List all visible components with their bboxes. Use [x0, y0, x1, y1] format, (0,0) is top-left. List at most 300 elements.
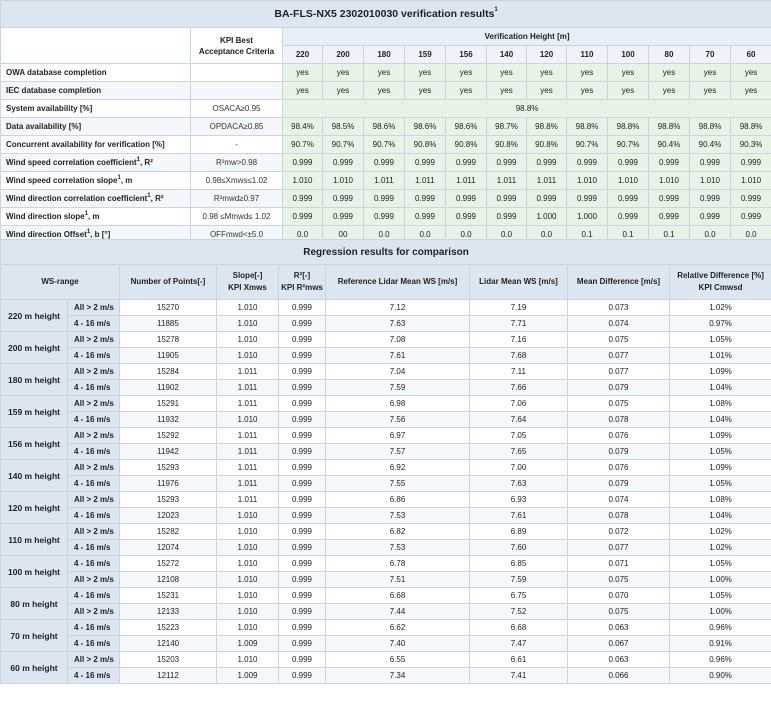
- ref-mean-cell: 7.08: [326, 332, 470, 348]
- slope-cell: 1.010: [217, 300, 279, 316]
- mean-diff-cell: 0.073: [568, 300, 670, 316]
- ref-mean-cell: 6.78: [326, 556, 470, 572]
- lidar-mean-cell: 6.93: [470, 492, 568, 508]
- row-value: 98.8%: [527, 118, 567, 136]
- r2-cell: 0.999: [279, 636, 326, 652]
- row-value: 0.999: [567, 154, 608, 172]
- height-header-cell: 220: [283, 46, 323, 64]
- verification-results-table: [0, 0, 771, 244]
- points-header: Number of Points[-]: [120, 265, 217, 300]
- mean-diff-cell: 0.067: [568, 636, 670, 652]
- r2-cell: 0.999: [279, 556, 326, 572]
- kpi-row: [1, 154, 771, 172]
- ref-mean-cell: 6.97: [326, 428, 470, 444]
- row-value: 0.999: [690, 154, 731, 172]
- height-group-label: 200 m height: [1, 332, 68, 364]
- points-cell: 15282: [120, 524, 217, 540]
- ref-mean-cell: 7.51: [326, 572, 470, 588]
- row-value: 1.010: [690, 172, 731, 190]
- row-label: Wind direction correlation coefficient$^1$, R²: [1, 190, 191, 208]
- row-value: 90.7%: [323, 136, 364, 154]
- row-kpi: 0.98≤Xmws≤1.02: [191, 172, 283, 190]
- row-value: yes: [487, 82, 527, 100]
- mean-diff-cell: 0.079: [568, 476, 670, 492]
- ws-range-cell: 4 - 16 m/s: [68, 316, 120, 332]
- ws-range-cell: 4 - 16 m/s: [68, 540, 120, 556]
- row-value: 0.999: [608, 154, 649, 172]
- ref-mean-cell: 7.59: [326, 380, 470, 396]
- regression-row: [1, 300, 771, 316]
- rel-diff-cell: 0.96%: [670, 620, 771, 636]
- row-value: 0.0: [527, 226, 567, 244]
- row-value: 90.4%: [690, 136, 731, 154]
- height-group-label: 70 m height: [1, 620, 68, 652]
- rel-diff-cell: 1.09%: [670, 460, 771, 476]
- regression-row: [1, 524, 771, 540]
- row-value: 0.0: [731, 226, 771, 244]
- ws-range-cell: 4 - 16 m/s: [68, 668, 120, 684]
- mean-diff-cell: 0.075: [568, 572, 670, 588]
- row-kpi: OPDACA≥0.85: [191, 118, 283, 136]
- row-kpi: OFFmwd<±5.0: [191, 226, 283, 244]
- rel-diff-cell: 1.08%: [670, 396, 771, 412]
- ws-range-cell: All > 2 m/s: [68, 492, 120, 508]
- row-value: 0.999: [446, 154, 487, 172]
- ref-mean-cell: 6.55: [326, 652, 470, 668]
- r2-cell: 0.999: [279, 524, 326, 540]
- r2-cell: 0.999: [279, 668, 326, 684]
- row-value: yes: [731, 82, 771, 100]
- row-value: 0.999: [527, 190, 567, 208]
- mean-diff-cell: 0.078: [568, 508, 670, 524]
- row-value: 0.999: [364, 208, 405, 226]
- slope-cell: 1.011: [217, 476, 279, 492]
- regression-row: [1, 460, 771, 476]
- row-value: 1.010: [323, 172, 364, 190]
- kpi-header: KPI Best Acceptance Criteria: [191, 28, 283, 64]
- rel-diff-cell: 1.05%: [670, 332, 771, 348]
- lidar-mean-cell: 7.41: [470, 668, 568, 684]
- rel-diff-cell: 1.00%: [670, 572, 771, 588]
- ws-range-cell: 4 - 16 m/s: [68, 348, 120, 364]
- r2-cell: 0.999: [279, 412, 326, 428]
- ref-mean-cell: 7.61: [326, 348, 470, 364]
- ws-range-cell: All > 2 m/s: [68, 428, 120, 444]
- ws-range-cell: All > 2 m/s: [68, 396, 120, 412]
- r2-cell: 0.999: [279, 300, 326, 316]
- row-value: 1.010: [731, 172, 771, 190]
- ref-mean-cell: 6.86: [326, 492, 470, 508]
- height-group-label: 180 m height: [1, 364, 68, 396]
- row-value: 90.7%: [283, 136, 323, 154]
- row-value: 0.999: [323, 154, 364, 172]
- regression-row: [1, 332, 771, 348]
- verification-title: BA-FLS-NX5 2302010030 verification results$^1$: [1, 1, 771, 28]
- mean-diff-cell: 0.066: [568, 668, 670, 684]
- points-cell: 15223: [120, 620, 217, 636]
- row-label: Data availability [%]: [1, 118, 191, 136]
- points-cell: 11902: [120, 380, 217, 396]
- ws-range-cell: All > 2 m/s: [68, 524, 120, 540]
- ws-range-cell: All > 2 m/s: [68, 460, 120, 476]
- mean-diff-cell: 0.074: [568, 316, 670, 332]
- row-value: 1.000: [527, 208, 567, 226]
- row-value: 0.1: [608, 226, 649, 244]
- row-value: 1.010: [649, 172, 690, 190]
- points-cell: 11905: [120, 348, 217, 364]
- kpi-row: [1, 208, 771, 226]
- row-value: 0.999: [567, 190, 608, 208]
- points-cell: 12133: [120, 604, 217, 620]
- row-value: 0.999: [405, 208, 446, 226]
- points-cell: 15293: [120, 460, 217, 476]
- ws-range-cell: All > 2 m/s: [68, 364, 120, 380]
- lidar-mean-cell: 7.52: [470, 604, 568, 620]
- row-value: 1.000: [567, 208, 608, 226]
- height-group-label: 110 m height: [1, 524, 68, 556]
- lidar-mean-cell: 7.19: [470, 300, 568, 316]
- r2-cell: 0.999: [279, 428, 326, 444]
- ref-mean-cell: 7.12: [326, 300, 470, 316]
- row-value: 0.0: [405, 226, 446, 244]
- points-cell: 12108: [120, 572, 217, 588]
- regression-row: [1, 620, 771, 636]
- row-label: Concurrent availability for verification [%]: [1, 136, 191, 154]
- slope-cell: 1.010: [217, 412, 279, 428]
- ws-range-cell: 4 - 16 m/s: [68, 476, 120, 492]
- slope-cell: 1.009: [217, 668, 279, 684]
- ws-range-cell: All > 2 m/s: [68, 332, 120, 348]
- ref-mean-cell: 7.57: [326, 444, 470, 460]
- row-value: 0.999: [323, 190, 364, 208]
- row-value: yes: [608, 82, 649, 100]
- regression-row: [1, 588, 771, 604]
- row-value: 00: [323, 226, 364, 244]
- height-group-label: 159 m height: [1, 396, 68, 428]
- height-group-label: 100 m height: [1, 556, 68, 588]
- ws-range-cell: All > 2 m/s: [68, 652, 120, 668]
- row-kpi: [191, 82, 283, 100]
- ref-mean-cell: 7.40: [326, 636, 470, 652]
- regression-row: [1, 380, 771, 396]
- row-value: 0.999: [446, 208, 487, 226]
- row-label: Wind direction Offset$^1$, b [°]: [1, 226, 191, 244]
- row-value: 0.0: [487, 226, 527, 244]
- points-cell: 15278: [120, 332, 217, 348]
- height-header-cell: 180: [364, 46, 405, 64]
- rel-diff-cell: 1.02%: [670, 540, 771, 556]
- lidar-mean-cell: 7.60: [470, 540, 568, 556]
- row-value: yes: [567, 82, 608, 100]
- lidar-mean-cell: 7.11: [470, 364, 568, 380]
- points-cell: 11976: [120, 476, 217, 492]
- lidar-mean-cell: 7.64: [470, 412, 568, 428]
- ref-mean-header: Reference Lidar Mean WS [m/s]: [326, 265, 470, 300]
- mean-diff-cell: 0.077: [568, 364, 670, 380]
- ws-range-cell: 4 - 16 m/s: [68, 412, 120, 428]
- slope-cell: 1.010: [217, 524, 279, 540]
- r2-cell: 0.999: [279, 348, 326, 364]
- regression-row: [1, 604, 771, 620]
- row-value: 0.0: [690, 226, 731, 244]
- r2-cell: 0.999: [279, 380, 326, 396]
- r2-cell: 0.999: [279, 460, 326, 476]
- ref-mean-cell: 7.53: [326, 540, 470, 556]
- row-value: yes: [405, 64, 446, 82]
- ws-range-cell: 4 - 16 m/s: [68, 588, 120, 604]
- row-label: Wind direction slope$^1$, m: [1, 208, 191, 226]
- row-value: yes: [283, 64, 323, 82]
- r2-cell: 0.999: [279, 444, 326, 460]
- rel-diff-cell: 1.02%: [670, 300, 771, 316]
- row-value: 98.8%: [731, 118, 771, 136]
- row-value: 0.999: [731, 154, 771, 172]
- row-value: 0.999: [405, 190, 446, 208]
- height-header-cell: 80: [649, 46, 690, 64]
- row-value: yes: [649, 82, 690, 100]
- lidar-mean-cell: 6.75: [470, 588, 568, 604]
- rel-diff-cell: 0.91%: [670, 636, 771, 652]
- kpi-row: [1, 190, 771, 208]
- row-value: 98.6%: [405, 118, 446, 136]
- rel-diff-cell: 1.00%: [670, 604, 771, 620]
- points-cell: 15270: [120, 300, 217, 316]
- rel-diff-cell: 1.05%: [670, 476, 771, 492]
- points-cell: 12023: [120, 508, 217, 524]
- lidar-mean-cell: 7.65: [470, 444, 568, 460]
- row-value: 0.999: [690, 190, 731, 208]
- kpi-row: [1, 100, 771, 118]
- height-header-cell: 200: [323, 46, 364, 64]
- regression-row: [1, 316, 771, 332]
- regression-row: [1, 444, 771, 460]
- row-value: 0.1: [567, 226, 608, 244]
- kpi-row: [1, 136, 771, 154]
- ws-range-cell: 4 - 16 m/s: [68, 444, 120, 460]
- row-value: yes: [527, 64, 567, 82]
- row-value: yes: [446, 64, 487, 82]
- mean-diff-cell: 0.075: [568, 396, 670, 412]
- lidar-mean-cell: 7.06: [470, 396, 568, 412]
- row-value: 0.999: [283, 154, 323, 172]
- points-cell: 15272: [120, 556, 217, 572]
- regression-row: [1, 652, 771, 668]
- row-value: 0.0: [283, 226, 323, 244]
- r2-cell: 0.999: [279, 316, 326, 332]
- ws-range-cell: All > 2 m/s: [68, 300, 120, 316]
- row-value: 0.0: [446, 226, 487, 244]
- slope-cell: 1.009: [217, 636, 279, 652]
- row-value: yes: [567, 64, 608, 82]
- header-blank: [1, 28, 191, 64]
- slope-cell: 1.010: [217, 348, 279, 364]
- lidar-mean-cell: 7.63: [470, 476, 568, 492]
- r2-cell: 0.999: [279, 652, 326, 668]
- points-cell: 12074: [120, 540, 217, 556]
- row-value: yes: [323, 82, 364, 100]
- ws-range-cell: All > 2 m/s: [68, 604, 120, 620]
- rel-diff-cell: 1.05%: [670, 588, 771, 604]
- row-value: 98.8%: [649, 118, 690, 136]
- row-value: 0.1: [649, 226, 690, 244]
- kpi-row: [1, 64, 771, 82]
- points-cell: 15293: [120, 492, 217, 508]
- points-cell: 15284: [120, 364, 217, 380]
- row-value: 1.011: [364, 172, 405, 190]
- regression-row: [1, 540, 771, 556]
- row-kpi: R²mwd≥0.97: [191, 190, 283, 208]
- row-value: 1.011: [527, 172, 567, 190]
- r2-cell: 0.999: [279, 364, 326, 380]
- mean-diff-cell: 0.079: [568, 444, 670, 460]
- row-value: 0.999: [731, 208, 771, 226]
- lidar-mean-cell: 7.00: [470, 460, 568, 476]
- row-value: 98.8%: [690, 118, 731, 136]
- slope-cell: 1.011: [217, 396, 279, 412]
- r2-header: R²[-] KPI R²mws: [279, 265, 326, 300]
- slope-cell: 1.010: [217, 620, 279, 636]
- lidar-mean-cell: 7.61: [470, 508, 568, 524]
- regression-row: [1, 636, 771, 652]
- row-value: yes: [527, 82, 567, 100]
- mean-diff-cell: 0.077: [568, 348, 670, 364]
- row-value: 0.999: [323, 208, 364, 226]
- row-value: 98.8%: [608, 118, 649, 136]
- slope-cell: 1.011: [217, 364, 279, 380]
- ref-mean-cell: 6.62: [326, 620, 470, 636]
- mean-diff-cell: 0.075: [568, 604, 670, 620]
- rel-diff-cell: 1.04%: [670, 412, 771, 428]
- ref-mean-cell: 6.82: [326, 524, 470, 540]
- slope-cell: 1.011: [217, 428, 279, 444]
- row-value: yes: [405, 82, 446, 100]
- row-value: 0.0: [364, 226, 405, 244]
- height-group-label: 220 m height: [1, 300, 68, 332]
- row-value: yes: [690, 64, 731, 82]
- r2-cell: 0.999: [279, 540, 326, 556]
- height-group-label: 120 m height: [1, 492, 68, 524]
- rel-diff-cell: 1.09%: [670, 364, 771, 380]
- row-value: yes: [323, 64, 364, 82]
- ref-mean-cell: 7.55: [326, 476, 470, 492]
- kpi-row: [1, 118, 771, 136]
- row-value: 0.999: [690, 208, 731, 226]
- verification-height-header: Verification Height [m]: [283, 28, 771, 46]
- row-value: yes: [649, 64, 690, 82]
- row-kpi: R²mw>0.98: [191, 154, 283, 172]
- ws-range-cell: 4 - 16 m/s: [68, 620, 120, 636]
- row-value: 0.999: [649, 190, 690, 208]
- lidar-mean-cell: 6.68: [470, 620, 568, 636]
- lidar-mean-cell: 7.47: [470, 636, 568, 652]
- lidar-mean-cell: 6.85: [470, 556, 568, 572]
- height-group-label: 140 m height: [1, 460, 68, 492]
- row-value: 0.999: [527, 154, 567, 172]
- row-value: 0.999: [487, 190, 527, 208]
- points-cell: 12112: [120, 668, 217, 684]
- row-value: yes: [283, 82, 323, 100]
- regression-row: [1, 396, 771, 412]
- mean-diff-header: Mean Difference [m/s]: [568, 265, 670, 300]
- row-value: 0.999: [487, 208, 527, 226]
- row-value: 0.999: [405, 154, 446, 172]
- row-value: 0.999: [608, 190, 649, 208]
- regression-row: [1, 428, 771, 444]
- height-header-cell: 100: [608, 46, 649, 64]
- height-group-label: 156 m height: [1, 428, 68, 460]
- row-value: 1.010: [608, 172, 649, 190]
- mean-diff-cell: 0.076: [568, 428, 670, 444]
- row-value: 0.999: [283, 208, 323, 226]
- slope-cell: 1.011: [217, 380, 279, 396]
- lidar-mean-cell: 7.05: [470, 428, 568, 444]
- row-value: 90.8%: [527, 136, 567, 154]
- r2-cell: 0.999: [279, 396, 326, 412]
- row-label: Wind speed correlation coefficient$^1$, R²: [1, 154, 191, 172]
- r2-cell: 0.999: [279, 588, 326, 604]
- ref-mean-cell: 6.68: [326, 588, 470, 604]
- row-value: 0.999: [731, 190, 771, 208]
- points-cell: 12140: [120, 636, 217, 652]
- mean-diff-cell: 0.079: [568, 380, 670, 396]
- regression-row: [1, 572, 771, 588]
- row-kpi: 0.98 ≤Mmwd≤ 1.02: [191, 208, 283, 226]
- row-value: 98.8%: [567, 118, 608, 136]
- regression-row: [1, 492, 771, 508]
- rel-diff-cell: 1.08%: [670, 492, 771, 508]
- points-cell: 15291: [120, 396, 217, 412]
- mean-diff-cell: 0.063: [568, 652, 670, 668]
- ref-mean-cell: 7.34: [326, 668, 470, 684]
- row-value: 98.6%: [364, 118, 405, 136]
- height-header-cell: 156: [446, 46, 487, 64]
- ws-range-header: WS-range: [1, 265, 120, 300]
- r2-cell: 0.999: [279, 492, 326, 508]
- row-value: 98.5%: [323, 118, 364, 136]
- kpi-row: [1, 172, 771, 190]
- rel-diff-cell: 0.96%: [670, 652, 771, 668]
- points-cell: 11942: [120, 444, 217, 460]
- height-group-label: 80 m height: [1, 588, 68, 620]
- row-value: 90.3%: [731, 136, 771, 154]
- regression-row: [1, 412, 771, 428]
- mean-diff-cell: 0.072: [568, 524, 670, 540]
- rel-diff-cell: 1.04%: [670, 508, 771, 524]
- row-value: 0.999: [649, 208, 690, 226]
- row-value: yes: [446, 82, 487, 100]
- regression-row: [1, 476, 771, 492]
- row-value: 0.999: [487, 154, 527, 172]
- slope-cell: 1.010: [217, 572, 279, 588]
- row-value: 1.011: [487, 172, 527, 190]
- rel-diff-cell: 1.04%: [670, 380, 771, 396]
- row-value: 90.7%: [364, 136, 405, 154]
- rel-diff-cell: 1.01%: [670, 348, 771, 364]
- row-value: 0.999: [364, 190, 405, 208]
- ref-mean-cell: 7.44: [326, 604, 470, 620]
- regression-row: [1, 348, 771, 364]
- rel-diff-cell: 1.05%: [670, 556, 771, 572]
- row-value: 1.011: [405, 172, 446, 190]
- lidar-mean-cell: 7.68: [470, 348, 568, 364]
- row-label: System availability [%]: [1, 100, 191, 118]
- r2-cell: 0.999: [279, 604, 326, 620]
- points-cell: 11885: [120, 316, 217, 332]
- ref-mean-cell: 6.98: [326, 396, 470, 412]
- mean-diff-cell: 0.071: [568, 556, 670, 572]
- row-label: IEC database completion: [1, 82, 191, 100]
- rel-diff-cell: 0.90%: [670, 668, 771, 684]
